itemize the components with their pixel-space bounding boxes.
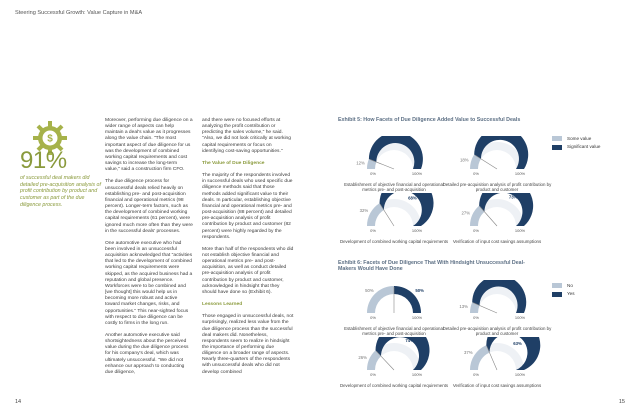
gauge-max-label: 100% xyxy=(411,171,423,176)
gauge-label: 63% xyxy=(513,340,522,346)
paragraph: Moreover, performing due diligence on a wider range of aspects can help maintain a deal's value as it progresses along the value chain. "The most important aspect of due diligence for us was the development of combined working capital requirements and cost savings to increase the long-term value," said a construction firm CFO. xyxy=(105,118,193,173)
gauge-title: Development of combined working capital requirements xyxy=(339,383,449,388)
exhibit-6-title: Exhibit 6: Facets of Due Diligence That With Hindsight Unsuccessful Deal-Makers Would Have Done xyxy=(338,260,525,273)
paragraph: Another automotive executive said shortsightedness about the perceived value during the due diligence process for his company's deal, which was ultimately unsuccessful. "We did not enhance our approach to conducting due diligence, xyxy=(105,333,189,375)
gauge-label: 50% xyxy=(415,287,424,293)
gauge-label: 13% xyxy=(459,304,468,310)
paragraph: Those engaged in unsuccessful deals, not surprisingly, realized less value from the due diligence process than the successful deal makers did. Nonetheless, respondents seem to realize in hindsight the importance of performing due diligence on a broader range of aspects. Nearly three-quarters of the respondents with unsuccessful deals who did not develop combined xyxy=(202,314,294,375)
legend-swatch xyxy=(552,283,562,288)
gauge-label: 73% xyxy=(508,194,518,200)
section-heading: The Value of Due Diligence xyxy=(202,160,265,166)
gauge-title: Establishment of objective financial and operational metrics pre- and post-acquisition xyxy=(344,182,444,193)
legend-label: No xyxy=(567,283,573,288)
gauge-label: 82% xyxy=(504,136,514,141)
gauge-max-label: 100% xyxy=(514,171,526,176)
paragraph: and there were no focused efforts at analyzing the profit contribution or predicting the sales volume," he said. "Also, we did not look critically at working capital requirements or focus on identifying cost-saving opportunities." xyxy=(202,118,291,154)
page-number-left: 14 xyxy=(15,399,22,405)
gauge-title: Verification of input cost savings assumptions xyxy=(452,239,542,244)
gauge-needle xyxy=(480,206,497,226)
gauge-label: 18% xyxy=(459,157,469,163)
gauge-segment xyxy=(472,280,526,313)
exhibit-5-legend xyxy=(552,136,600,150)
gauge-max-label: 100% xyxy=(411,228,423,233)
gauge-label: 27% xyxy=(461,210,471,216)
gauge-max-label: 100% xyxy=(514,228,526,233)
exhibit-5-gauge xyxy=(342,136,449,192)
running-header: Steering Successful Growth: Value Capture in M&A xyxy=(15,10,143,16)
gauge-title: Development of combined working capital requirements xyxy=(339,239,449,244)
legend-item xyxy=(552,144,600,149)
paragraph: One automotive executive who had been involved in an unsuccessful acquisition acknowledged that "activities that led to the development of combined working capital requirements were skipped, as the acquired business had a reputation and global presence. Workforces were to be combined and [we thought] this would help us in becoming more robust and active toward market changes, risks, and opportunities." This near-sighted focus with respect to due diligence can be costly to firms in the long run. xyxy=(105,240,193,326)
gauge-label: 68% xyxy=(408,195,417,201)
legend-swatch xyxy=(552,145,562,150)
body-column-2 xyxy=(202,118,294,382)
svg-text:$: $ xyxy=(47,133,53,145)
exhibit-5-gauge xyxy=(445,193,552,244)
gauge-max-label: 100% xyxy=(514,372,526,377)
exhibit-6-gauge xyxy=(339,337,449,388)
legend-item xyxy=(552,283,575,288)
gauge-title: Establishment of objective financial and operational metrics pre- and post-acquisition xyxy=(344,326,444,337)
legend-label: Some value xyxy=(567,136,592,141)
paragraph: The majority of the respondents involved in successful deals who used specific due diligence methods said that those methods added significant value to their deals. In particular, establishing objective financial and operational metrics pre- and post-acquisition (88 percent) and detailed pre-acquisition analysis of profit contribution by product and customer (82 percent) were highly regarded by the respondents. xyxy=(202,173,293,240)
exhibit-6-gauge xyxy=(342,280,449,336)
paragraph: More than half of the respondents who did not establish objective financial and operational metrics pre- and post-acquisition, as well as conduct detailed pre-acquisition analysis of profit contribution by product and customer, acknowledged in hindsight that they should have done so (Exhibit 6). xyxy=(202,246,294,295)
gauge-min-label: 0% xyxy=(473,372,479,377)
section-heading: Lessons Learned xyxy=(202,302,243,308)
gauge-min-label: 0% xyxy=(370,228,376,233)
gauge-label: 12% xyxy=(356,160,365,166)
gauge-max-label: 100% xyxy=(411,372,423,377)
gauge-needle xyxy=(376,351,394,370)
gauge-label: 87% xyxy=(502,280,511,285)
legend-label: Yes xyxy=(567,291,575,297)
legend-label: Significant value xyxy=(567,144,601,150)
gauge-min-label: 0% xyxy=(370,372,376,377)
gauge-segment xyxy=(369,136,423,169)
gauge-max-label: 100% xyxy=(514,315,526,320)
gauge-segment xyxy=(470,345,489,370)
gauge-max-label: 100% xyxy=(411,315,423,320)
exhibit-6-legend xyxy=(552,283,575,297)
gauge-label: 32% xyxy=(359,208,369,214)
exhibit-5-gauge xyxy=(442,136,552,193)
stat-caption: of successful deal makers did detailed pre-acquisition analysis of profit contribution by product and customer as part of the due diligence process. xyxy=(20,175,101,208)
paragraph: The due diligence process for unsuccessful deals relied heavily on establishing pre- and post-acquisition financial and operational metrics (98 percent). Longer-term factors, such as the development of combined working capital requirements (61 percent), were ignored much more often than they were in the successful deals' processes. xyxy=(105,179,193,234)
page-number-right: 15 xyxy=(618,399,625,405)
legend-item xyxy=(552,136,600,141)
gauge-title: Detailed pre-acquisition analysis of profit contribution by product and customer xyxy=(442,182,552,193)
gauge-min-label: 0% xyxy=(370,171,376,176)
gauge-title: Detailed pre-acquisition analysis of profit contribution by product and customer xyxy=(442,326,552,337)
gauge-label: 37% xyxy=(463,349,473,355)
legend-item xyxy=(552,291,575,296)
gauge-min-label: 0% xyxy=(473,171,479,176)
legend-swatch xyxy=(552,292,562,297)
stat-value: 91% xyxy=(20,147,67,174)
exhibit-6-gauge xyxy=(442,280,552,337)
gauge-segment xyxy=(367,203,384,226)
gauge-min-label: 0% xyxy=(370,315,376,320)
gauge-label: 26% xyxy=(358,354,367,360)
exhibit-6-gauge xyxy=(445,337,552,388)
gauge-min-label: 0% xyxy=(473,228,479,233)
gauge-min-label: 0% xyxy=(473,315,479,320)
gauge-label: 88% xyxy=(398,136,408,141)
body-column-1 xyxy=(105,118,193,382)
exhibit-5-gauge xyxy=(339,193,449,244)
gauge-title: Verification of input cost savings assumptions xyxy=(452,383,542,388)
gauge-label: 50% xyxy=(365,287,374,293)
gauge-label: 74% xyxy=(405,338,415,344)
legend-swatch xyxy=(552,136,562,141)
exhibit-5-title: Exhibit 5: How Facets of Due Diligence Added Value to Successful Deals xyxy=(338,117,521,123)
